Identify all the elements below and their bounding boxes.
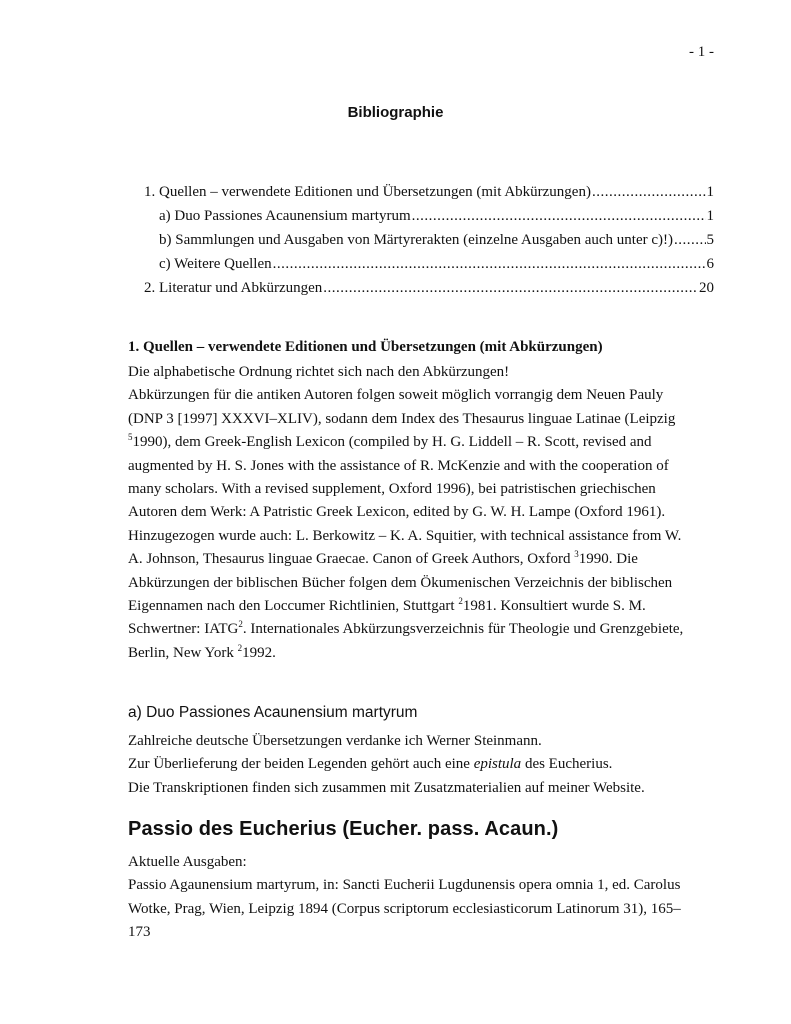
text-segment: 1992. [242,644,276,661]
text-line: Die alphabetische Ordnung richtet sich nach den Abkürzungen! [128,364,510,380]
text-segment: 1990), dem Greek-English Lexicon (compiled by H. G. Liddell – R. Scott, revised and [132,434,652,451]
toc-entry[interactable] [144,276,714,300]
toc-entry-page: 6 [706,256,714,272]
text-line: Hinzugezogen wurde auch: L. Berkowitz – K. A. Squitier, with technical assistance from W. [128,527,682,544]
section-heading-quellen: 1. Quellen – verwendete Editionen und Übersetzungen (mit Abkürzungen) [128,339,603,355]
superscript: 3 [574,549,579,560]
text-line: Die Transkriptionen finden sich zusammen mit Zusatzmaterialien auf meiner Website. [128,779,645,796]
page-number: - 1 - [689,44,714,60]
text-segment: 1981. Konsultiert wurde S. M. [462,598,646,615]
superscript: 2 [237,642,243,653]
toc-entry-page: 1 [706,208,714,224]
text-line [128,642,718,665]
text-line: 173 [128,924,151,941]
text-segment: 1990. Die [578,551,638,568]
subsection-body-duo-passiones [128,730,718,800]
text-segment: Berlin, New York [128,644,238,661]
text-line [128,618,718,641]
toc-entry-page: 20 [699,280,714,296]
emphasis-text: epistula [473,756,522,773]
text-line: many scholars. With a revised supplement, Oxford 1996), bei patristischen griechischen [128,481,656,498]
subsection-heading-duo-passiones: a) Duo Passiones Acaunensium martyrum [128,704,418,721]
toc-entry-label: 1. Quellen – verwendete Editionen und Übersetzungen (mit Abkürzungen) [144,184,591,200]
text-line: Autoren dem Werk: A Patristic Greek Lexicon, edited by G. W. H. Lampe (Oxford 1961). [128,504,666,521]
page-title: Bibliographie [347,104,444,121]
text-line: Aktuelle Ausgaben: [128,854,247,870]
passio-body [128,851,718,945]
passio-heading: Passio des Eucherius (Eucher. pass. Acaun.) [128,818,559,840]
text-line: Passio Agaunensium martyrum, in: Sancti Eucherii Lugdunensis opera omnia 1, ed. Carolus [128,877,681,894]
text-segment: . Internationales Abkürzungsverzeichnis für Theologie und Grenzgebiete, [242,621,684,638]
text-segment: Zur Überlieferung der beiden Legenden gehört auch eine [128,756,474,773]
text-segment: A. Johnson, Thesaurus linguae Graecae. Canon of Greek Authors, Oxford [128,551,575,568]
toc-entry-label: b) Sammlungen und Ausgaben von Märtyrerakten (einzelne Ausgaben auch unter c)!) [159,232,673,248]
text-segment: Schwertner: IATG [128,621,239,638]
text-line: augmented by H. S. Jones with the assistance of R. McKenzie and with the cooperation of [128,457,669,474]
toc-entry[interactable] [144,228,714,252]
superscript: 2 [458,596,463,607]
toc-entry-label: 2. Literatur und Abkürzungen [144,280,323,296]
toc-leader-dots [273,252,706,276]
superscript: 2 [238,619,243,630]
toc-entry[interactable] [144,252,714,276]
toc-entry-page: 5 [706,232,714,248]
toc-leader-dots [323,276,698,300]
superscript: 5 [128,432,133,443]
toc-entry[interactable] [144,204,714,228]
text-segment: Eigennamen nach den Loccumer Richtlinien, Stuttgart [128,598,459,615]
text-line: Zahlreiche deutsche Übersetzungen verdanke ich Werner Steinmann. [128,733,542,749]
toc-leader-dots [674,228,706,252]
text-line: Wotke, Prag, Wien, Leipzig 1894 (Corpus scriptorum ecclesiasticorum Latinorum 31), 165– [128,900,681,917]
text-line [128,431,718,454]
text-line [128,595,718,618]
text-line [128,753,718,776]
toc-entry-label: a) Duo Passiones Acaunensium martyrum [159,208,411,224]
section-body-quellen [128,361,718,665]
text-segment: des Eucherius. [521,756,613,773]
text-line: Abkürzungen der biblischen Bücher folgen dem Ökumenischen Verzeichnis der biblischen [128,574,673,591]
toc-leader-dots [412,204,706,228]
toc-entry-page: 1 [706,184,714,200]
text-line: Abkürzungen für die antiken Autoren folgen soweit möglich vorrangig dem Neuen Pauly [128,387,664,404]
text-line [128,548,718,571]
table-of-contents [144,180,714,300]
text-line: (DNP 3 [1997] XXXVI–XLIV), sodann dem Index des Thesaurus linguae Latinae (Leipzig [128,410,676,427]
toc-leader-dots [592,180,706,204]
toc-entry-label: c) Weitere Quellen [159,256,272,272]
toc-entry[interactable] [144,180,714,204]
